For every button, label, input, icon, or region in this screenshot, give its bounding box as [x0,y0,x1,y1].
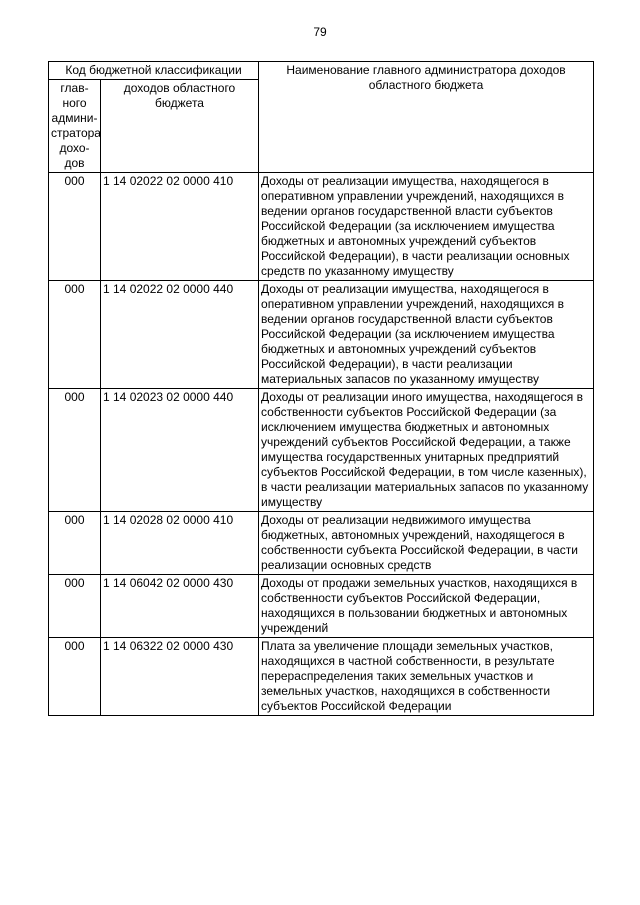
page-number: 79 [313,25,327,39]
admin-code-cell: 000 [49,575,101,638]
budget-classification-table [48,61,594,716]
admin-code-cell: 000 [49,389,101,512]
header-code-group: Код бюджетной классификации [49,62,259,80]
admin-code-cell: 000 [49,638,101,716]
description-cell: Доходы от реализации недвижимого имущества бюджетных, автономных учреждений, находящегося в собственности субъекта Российской Федерации, в части реализации основных средств [259,512,594,575]
table-row [49,638,594,716]
table-row [49,173,594,281]
header-name-col: Наименование главного администратора доходов областного бюджета [259,62,594,173]
header-row-group [49,62,594,80]
table-row [49,575,594,638]
description-cell: Плата за увеличение площади земельных участков, находящихся в частной собственности, в результате перераспределения таких земельных участков и земельных участков, находящихся в собственности субъектов Российской Федерации [259,638,594,716]
income-code-cell: 1 14 06042 02 0000 430 [101,575,259,638]
admin-code-cell: 000 [49,173,101,281]
header-admin-col: глав-ного админи-стратора дохо-дов [49,80,101,173]
table-row [49,512,594,575]
description-cell: Доходы от реализации иного имущества, находящегося в собственности субъектов Российской Федерации (за исключением имущества бюджетных и автономных учреждений субъектов Российской Федерации, а также имущества государственных унитарных предприятий субъектов Российской Федерации, в том числе казенных), в части реализации материальных запасов по указанному имуществу [259,389,594,512]
description-cell: Доходы от продажи земельных участков, находящихся в собственности субъектов Российской Федерации, находящихся в пользовании бюджетных и автономных учреждений [259,575,594,638]
income-code-cell: 1 14 06322 02 0000 430 [101,638,259,716]
admin-code-cell: 000 [49,512,101,575]
admin-code-cell: 000 [49,281,101,389]
income-code-cell: 1 14 02022 02 0000 410 [101,173,259,281]
description-cell: Доходы от реализации имущества, находящегося в оперативном управлении учреждений, находящихся в ведении органов государственной власти субъектов Российской Федерации (за исключением имущества бюджетных и автономных учреждений субъектов Российской Федерации), в части реализации материальных запасов по указанному имуществу [259,281,594,389]
income-code-cell: 1 14 02028 02 0000 410 [101,512,259,575]
description-cell: Доходы от реализации имущества, находящегося в оперативном управлении учреждений, находящихся в ведении органов государственной власти субъектов Российской Федерации (за исключением имущества бюджетных и автономных учреждений субъектов Российской Федерации), в части реализации основных средств по указанному имуществу [259,173,594,281]
table-row [49,389,594,512]
income-code-cell: 1 14 02022 02 0000 440 [101,281,259,389]
table-row [49,281,594,389]
income-code-cell: 1 14 02023 02 0000 440 [101,389,259,512]
header-income-col: доходов областного бюджета [101,80,259,173]
